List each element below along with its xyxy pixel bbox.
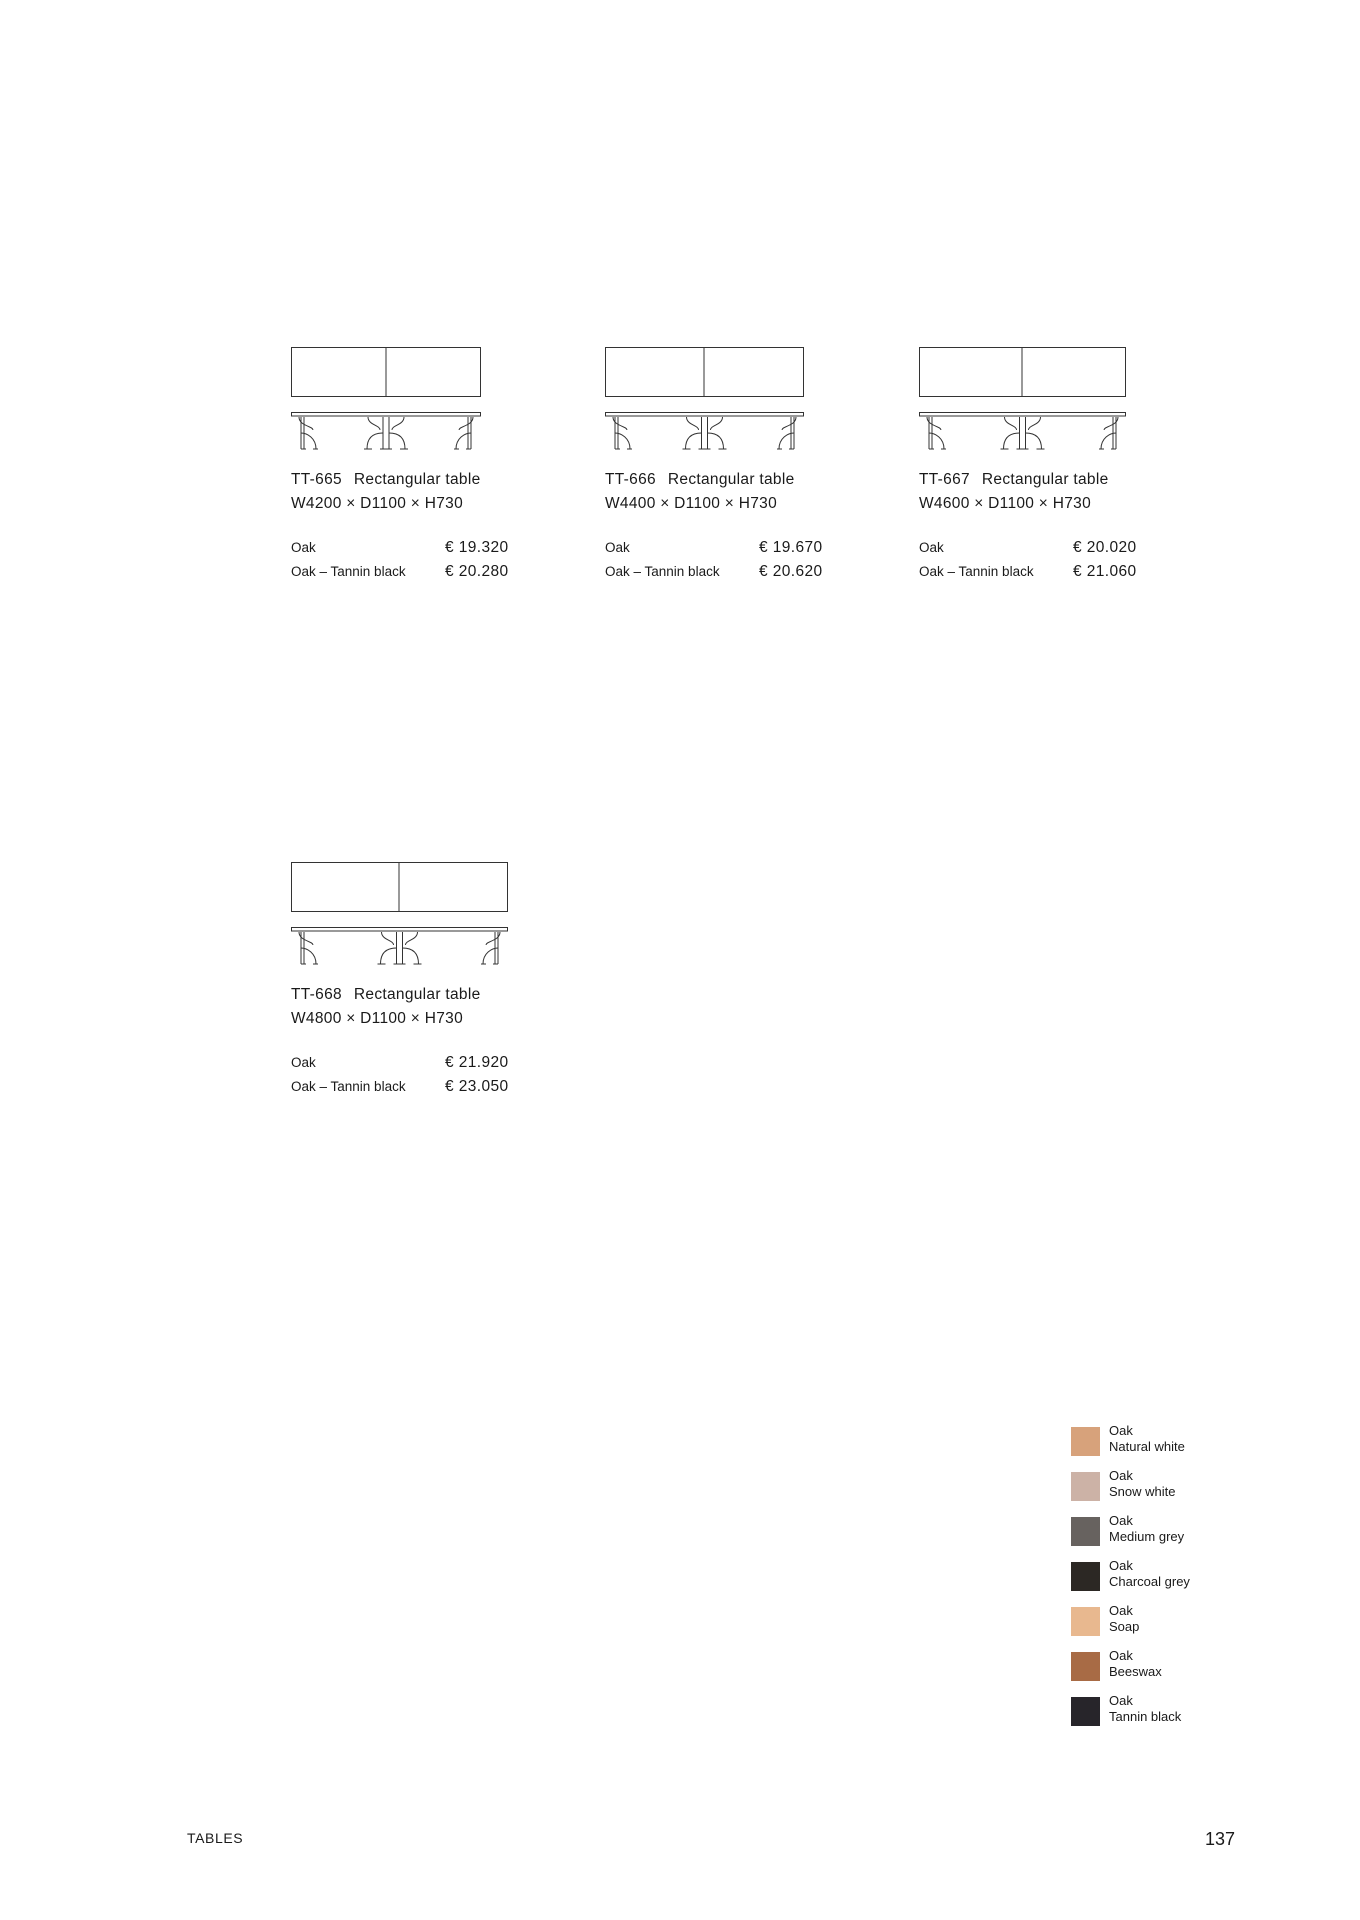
price-value: € 20.280 bbox=[445, 563, 509, 580]
finish-swatch bbox=[1071, 1514, 1271, 1546]
swatch-color-chip bbox=[1071, 1517, 1100, 1546]
product-name: Rectangular table bbox=[667, 471, 795, 488]
table-top bbox=[606, 413, 804, 417]
table-leg bbox=[613, 417, 632, 449]
table-leg bbox=[777, 417, 796, 449]
table-top bbox=[292, 928, 508, 932]
product-name: Rectangular table bbox=[353, 986, 481, 1003]
price-label: Oak – Tannin black bbox=[291, 564, 406, 579]
finish-swatch bbox=[1071, 1559, 1271, 1591]
price-row bbox=[605, 560, 905, 584]
finish-wood: Oak bbox=[1109, 1603, 1133, 1618]
table-elevation-drawing bbox=[919, 412, 1126, 450]
price-label: Oak – Tannin black bbox=[919, 564, 1034, 579]
price-row bbox=[291, 1051, 591, 1075]
table-leg bbox=[1099, 417, 1118, 449]
price-row bbox=[919, 536, 1219, 560]
finish-swatch bbox=[1071, 1649, 1271, 1681]
finish-wood: Oak bbox=[1109, 1513, 1133, 1528]
finish-wood: Oak bbox=[1109, 1648, 1133, 1663]
table-leg bbox=[299, 417, 318, 449]
product-name: Rectangular table bbox=[981, 471, 1109, 488]
product-dimensions: W4400 × D1100 × H730 bbox=[605, 495, 778, 512]
finish-swatch bbox=[1071, 1469, 1271, 1501]
finish-name: Tannin black bbox=[1109, 1709, 1182, 1724]
price-value: € 19.670 bbox=[759, 539, 823, 556]
table-leg bbox=[683, 417, 727, 449]
finish-name: Snow white bbox=[1109, 1484, 1176, 1499]
price-label: Oak – Tannin black bbox=[605, 564, 720, 579]
table-elevation-drawing bbox=[291, 927, 508, 965]
table-plan-drawing bbox=[605, 347, 804, 398]
price-label: Oak bbox=[919, 540, 944, 555]
finish-name: Charcoal grey bbox=[1109, 1574, 1190, 1589]
table-leg bbox=[1001, 417, 1045, 449]
price-row bbox=[291, 536, 591, 560]
finish-swatch bbox=[1071, 1604, 1271, 1636]
table-leg bbox=[481, 932, 500, 964]
table-leg bbox=[454, 417, 473, 449]
product-tt-665 bbox=[291, 347, 591, 584]
price-value: € 20.620 bbox=[759, 563, 823, 580]
product-dimensions: W4200 × D1100 × H730 bbox=[291, 495, 464, 512]
finish-swatch bbox=[1071, 1424, 1271, 1456]
table-plan-drawing bbox=[291, 347, 481, 398]
price-value: € 21.920 bbox=[445, 1054, 509, 1071]
table-leg bbox=[378, 932, 422, 964]
table-plan-drawing bbox=[291, 862, 508, 913]
table-leg bbox=[364, 417, 408, 449]
price-list bbox=[919, 536, 1219, 584]
product-code: TT-665 bbox=[291, 471, 342, 488]
product-tt-666 bbox=[605, 347, 905, 584]
price-label: Oak – Tannin black bbox=[291, 1079, 406, 1094]
table-top bbox=[920, 413, 1126, 417]
product-tt-668 bbox=[291, 862, 591, 1099]
price-row bbox=[605, 536, 905, 560]
product-dimensions: W4600 × D1100 × H730 bbox=[919, 495, 1092, 512]
price-value: € 19.320 bbox=[445, 539, 509, 556]
table-top bbox=[292, 413, 481, 417]
table-leg bbox=[927, 417, 946, 449]
table-elevation-drawing bbox=[605, 412, 804, 450]
finish-wood: Oak bbox=[1109, 1693, 1133, 1708]
finish-wood: Oak bbox=[1109, 1468, 1133, 1483]
swatch-color-chip bbox=[1071, 1562, 1100, 1591]
price-list bbox=[605, 536, 905, 584]
swatch-color-chip bbox=[1071, 1607, 1100, 1636]
product-tt-667 bbox=[919, 347, 1219, 584]
price-label: Oak bbox=[605, 540, 630, 555]
price-row bbox=[919, 560, 1219, 584]
swatch-color-chip bbox=[1071, 1697, 1100, 1726]
product-code: TT-666 bbox=[605, 471, 656, 488]
finish-name: Beeswax bbox=[1109, 1664, 1162, 1679]
swatch-color-chip bbox=[1071, 1652, 1100, 1681]
swatch-color-chip bbox=[1071, 1472, 1100, 1501]
table-plan-drawing bbox=[919, 347, 1126, 398]
price-list bbox=[291, 1051, 591, 1099]
finish-wood: Oak bbox=[1109, 1423, 1133, 1438]
finish-name: Natural white bbox=[1109, 1439, 1185, 1454]
price-label: Oak bbox=[291, 1055, 316, 1070]
section-label: TABLES bbox=[187, 1830, 244, 1846]
price-value: € 23.050 bbox=[445, 1078, 509, 1095]
finish-swatch bbox=[1071, 1694, 1271, 1726]
product-code: TT-667 bbox=[919, 471, 970, 488]
price-value: € 21.060 bbox=[1073, 563, 1137, 580]
product-code: TT-668 bbox=[291, 986, 342, 1003]
price-label: Oak bbox=[291, 540, 316, 555]
table-leg bbox=[299, 932, 318, 964]
finish-wood: Oak bbox=[1109, 1558, 1133, 1573]
table-elevation-drawing bbox=[291, 412, 481, 450]
price-row bbox=[291, 560, 591, 584]
product-dimensions: W4800 × D1100 × H730 bbox=[291, 1010, 464, 1027]
finish-name: Medium grey bbox=[1109, 1529, 1185, 1544]
product-name: Rectangular table bbox=[353, 471, 481, 488]
swatch-color-chip bbox=[1071, 1427, 1100, 1456]
finish-name: Soap bbox=[1109, 1619, 1140, 1634]
price-list bbox=[291, 536, 591, 584]
price-value: € 20.020 bbox=[1073, 539, 1137, 556]
page-number: 137 bbox=[1205, 1829, 1236, 1849]
price-row bbox=[291, 1075, 591, 1099]
